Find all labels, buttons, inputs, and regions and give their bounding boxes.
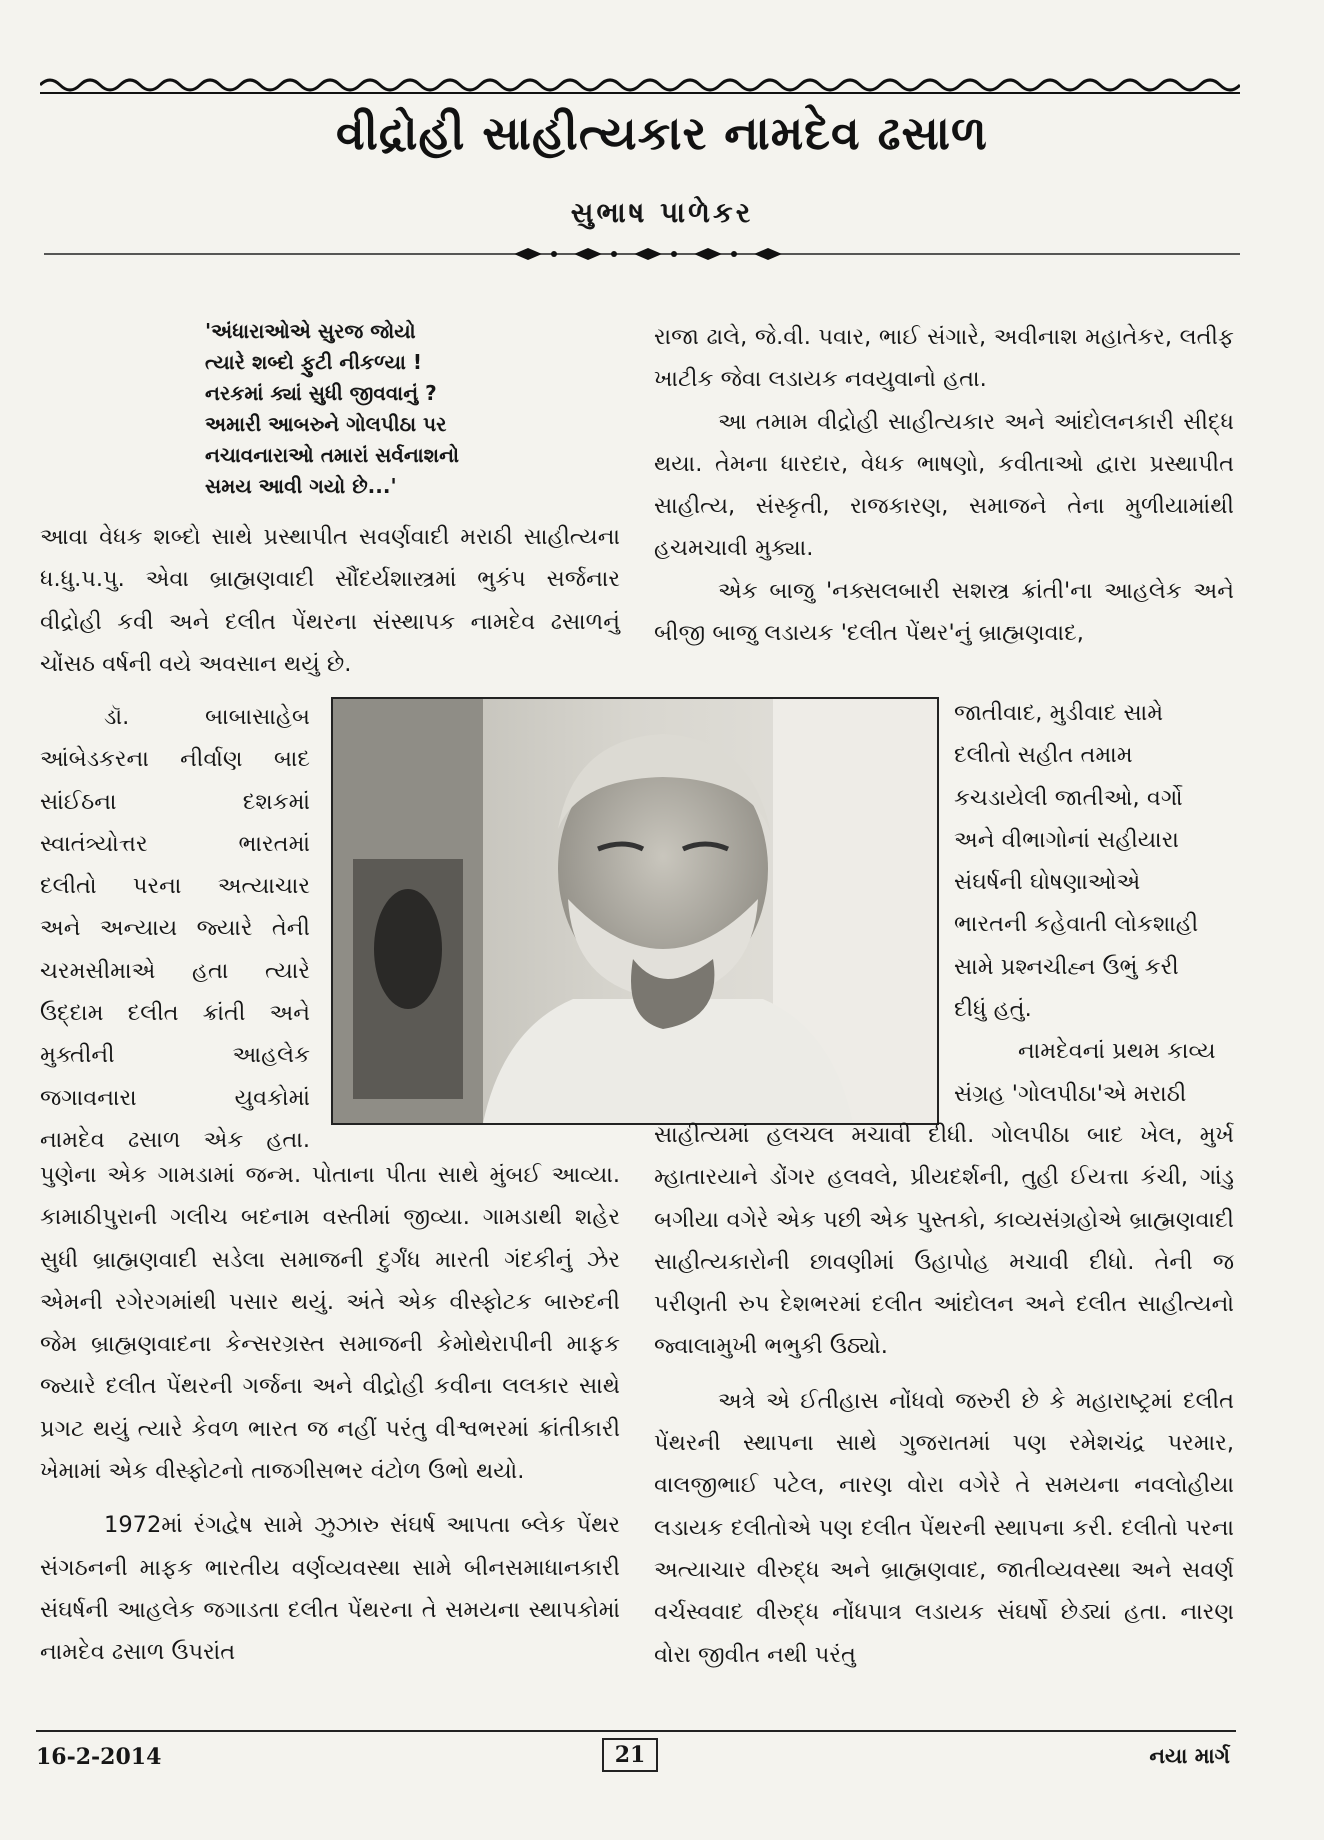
page-number: 21 xyxy=(602,1738,658,1772)
text-line: સંગ્રહ 'ગોલપીઠા'એ મરાઠી xyxy=(954,1080,1187,1107)
text-line: ઉદ્દામ દલીત ક્રાંતી અને xyxy=(40,1000,310,1027)
poem-line: 'અંધારાઓએ સુરજ જોયો xyxy=(205,319,416,343)
text-line: ચરમસીમાએ હતા ત્યારે xyxy=(40,957,310,984)
text-line: આંબેડકરના નીર્વાણ બાદ xyxy=(40,746,310,773)
right-column-body xyxy=(654,1114,1234,1676)
paragraph: રાજા ઢાલે, જે.વી. પવાર, ભાઈ સંગારે, અવીનાશ મહાતેકર, લતીફ ખાટીક જેવા લડાયક નવયુવાનો હતા. xyxy=(654,324,1234,393)
poem-line: અમારી આબરુને ગોલપીઠા પર xyxy=(205,412,447,436)
text-line: દીધું હતું. xyxy=(954,996,1032,1023)
text-line: દલીતો સહીત તમામ xyxy=(954,742,1133,769)
text-line: નામદેવ ઢસાળ એક હતા. xyxy=(40,1126,310,1153)
text-line: અને વીભાગોનાં સહીયારા xyxy=(954,826,1179,853)
left-column-body xyxy=(40,1154,620,1674)
paragraph: 1972માં રંગદ્વેષ સામે ઝુઝારુ સંઘર્ષ આપતા બ્લેક પેંથર સંગઠનની માફક ભારતીય વર્ણવ્યવસ્થા સામે બીનસમાધાનકારી સંઘર્ષની આહલેક જગાડતા દલીત પેંથરના તે સમયના સ્થાપકોમાં નામદેવ ઢસાળ ઉપરાંત xyxy=(40,1512,620,1666)
text-line: મુક્તીની આહલેક xyxy=(40,1042,310,1069)
text-line: નામદેવનાં પ્રથમ કાવ્ય xyxy=(1018,1038,1216,1065)
paragraph: આવા વેધક શબ્દો સાથે પ્રસ્થાપીત સવર્ણવાદી મરાઠી સાહીત્યના ધ.ધુ.પ.પુ. એવા બ્રાહ્મણવાદી સૌંદર્યશાસ્ત્રમાં ભુકંપ સર્જનાર વીદ્રોહી કવી અને દલીત પેંથરના સંસ્થાપક નામદેવ ઢસાળનું ચોંસઠ વર્ષની વયે અવસાન થયું છે. xyxy=(40,524,620,677)
paragraph: અત્રે એ ઈતીહાસ નોંધવો જરુરી છે કે મહારાષ્ટ્રમાં દલીત પેંથરની સ્થાપના સાથે ગુજરાતમાં પણ રમેશચંદ્ર પરમાર, વાલજીભાઈ પટેલ, નારણ વોરા વગેરે તે સમયના નવલોહીયા લડાયક દલીતોએ પણ દલીત પેંથરની સ્થાપના કરી. દલીતો પરના અત્યાચાર વીરુદ્ધ અને બ્રાહ્મણવાદ, જાતીવ્યવસ્થા અને સવર્ણ વર્ચસ્વવાદ વીરુદ્ધ નોંધપાત્ર લડાયક સંઘર્ષો છેડ્યાં હતા. નારણ વોરા જીવીત નથી પરંતુ xyxy=(654,1387,1234,1668)
text-line: સ્વાતંત્ર્યોત્તર ભારતમાં xyxy=(40,830,310,857)
magazine-name: નયા માર્ગ xyxy=(1149,1744,1230,1768)
footer-rule xyxy=(36,1730,1236,1732)
text-line: સાંઈઠના દશકમાં xyxy=(40,788,310,815)
right-wrap-text xyxy=(954,692,1234,1115)
title-divider-ornament xyxy=(44,240,1240,264)
text-line: દલીતો પરના અત્યાચાર xyxy=(40,873,310,900)
text-line: કચડાયેલી જાતીઓ, વર્ગો xyxy=(954,784,1183,811)
left-wrap-text xyxy=(40,696,310,1161)
top-ornament-border xyxy=(40,74,1240,96)
text-line: જાતીવાદ, મુડીવાદ સામે xyxy=(954,700,1164,726)
text-line: જગાવનારા યુવકોમાં xyxy=(40,1084,310,1111)
paragraph: આ તમામ વીદ્રોહી સાહીત્યકાર અને આંદોલનકારી સીદ્ધ થયા. તેમના ધારદાર, વેધક ભાષણો, કવીતાઓ દ્વારા પ્રસ્થાપીત સાહીત્ય, સંસ્કૃતી, રાજકારણ, સમાજને તેના મુળીયામાંથી હચમચાવી મુક્યા. xyxy=(654,408,1234,562)
paragraph: પુણેના એક ગામડામાં જન્મ. પોતાના પીતા સાથે મુંબઈ આવ્યા. કામાઠીપુરાની ગલીચ બદનામ વસ્તીમાં જીવ્યા. ગામડાથી શહેર સુધી બ્રાહ્મણવાદી સડેલા સમાજની દુર્ગંધ મારતી ગંદકીનું ઝેર એમની રગેરગમાંથી પસાર થયું. અંતે એક વીસ્ફોટક બારુદની જેમ બ્રાહ્મણવાદના કેન્સરગ્રસ્ત સમાજની કેમોથેરાપીની માફક જ્યારે દલીત પેંથરની ગર્જના અને વીદ્રોહી કવીના લલકાર સાથે પ્રગટ થયું ત્યારે કેવળ ભારત જ નહીં પરંતુ વીશ્વભરમાં ક્રાંતીકારી ખેમામાં એક વીસ્ફોટનો તાજગીસભર વંટોળ ઉભો થયો. xyxy=(40,1162,620,1485)
article-author: સુભાષ પાળેકર xyxy=(570,196,754,229)
text-line: સંઘર્ષની ઘોષણાઓએ xyxy=(954,869,1141,896)
poem-line: નચાવનારાઓ તમારાં સર્વનાશનો xyxy=(205,443,459,467)
poem-line: ત્યારે શબ્દો ફુટી નીકળ્યા ! xyxy=(205,350,423,374)
poem-line: સમય આવી ગયો છે...' xyxy=(205,474,397,498)
text-line: સામે પ્રશ્નચીહ્ન ઉભું કરી xyxy=(954,953,1179,980)
portrait-photo xyxy=(331,697,939,1125)
poem-line: નરકમાં ક્યાં સુધી જીવવાનું ? xyxy=(205,381,437,405)
opening-poem xyxy=(205,316,625,502)
right-column-top xyxy=(654,316,1234,654)
portrait-illustration xyxy=(333,699,937,1123)
text-line: ભારતની કહેવાતી લોકશાહી xyxy=(954,911,1199,938)
paragraph: એક બાજુ 'નક્સલબારી સશસ્ત્ર ક્રાંતી'ના આહલેક અને બીજી બાજુ લડાયક 'દલીત પેંથર'નું બ્રાહ્મણવાદ, xyxy=(654,577,1234,647)
issue-date: 16-2-2014 xyxy=(36,1744,162,1770)
left-intro-paragraph xyxy=(40,516,620,685)
text-line: અને અન્યાય જ્યારે તેની xyxy=(40,915,310,942)
text-line: ડૉ. બાબાસાહેબ xyxy=(104,704,310,730)
paragraph: સાહીત્યમાં હલચલ મચાવી દીધી. ગોલપીઠા બાદ ખેલ, મુર્ખ મ્હાતારયાને ડોંગર હલવલે, પ્રીયદર્શની, તુહી ઈયત્તા કંચી, ગાંડુ બગીયા વગેરે એક પછી એક પુસ્તકો, કાવ્યસંગ્રહોએ બ્રાહ્મણવાદી સાહીત્યકારોની છાવણીમાં ઉહાપોહ મચાવી દીધો. તેની જ પરીણતી રુપ દેશભરમાં દલીત આંદોલન અને દલીત સાહીત્યનો જ્વાલામુખી ભભુકી ઉઠ્યો. xyxy=(654,1122,1234,1360)
article-title: વીદ્રોહી સાહીત્યકાર નામદેવ ઢસાળ xyxy=(336,106,988,160)
